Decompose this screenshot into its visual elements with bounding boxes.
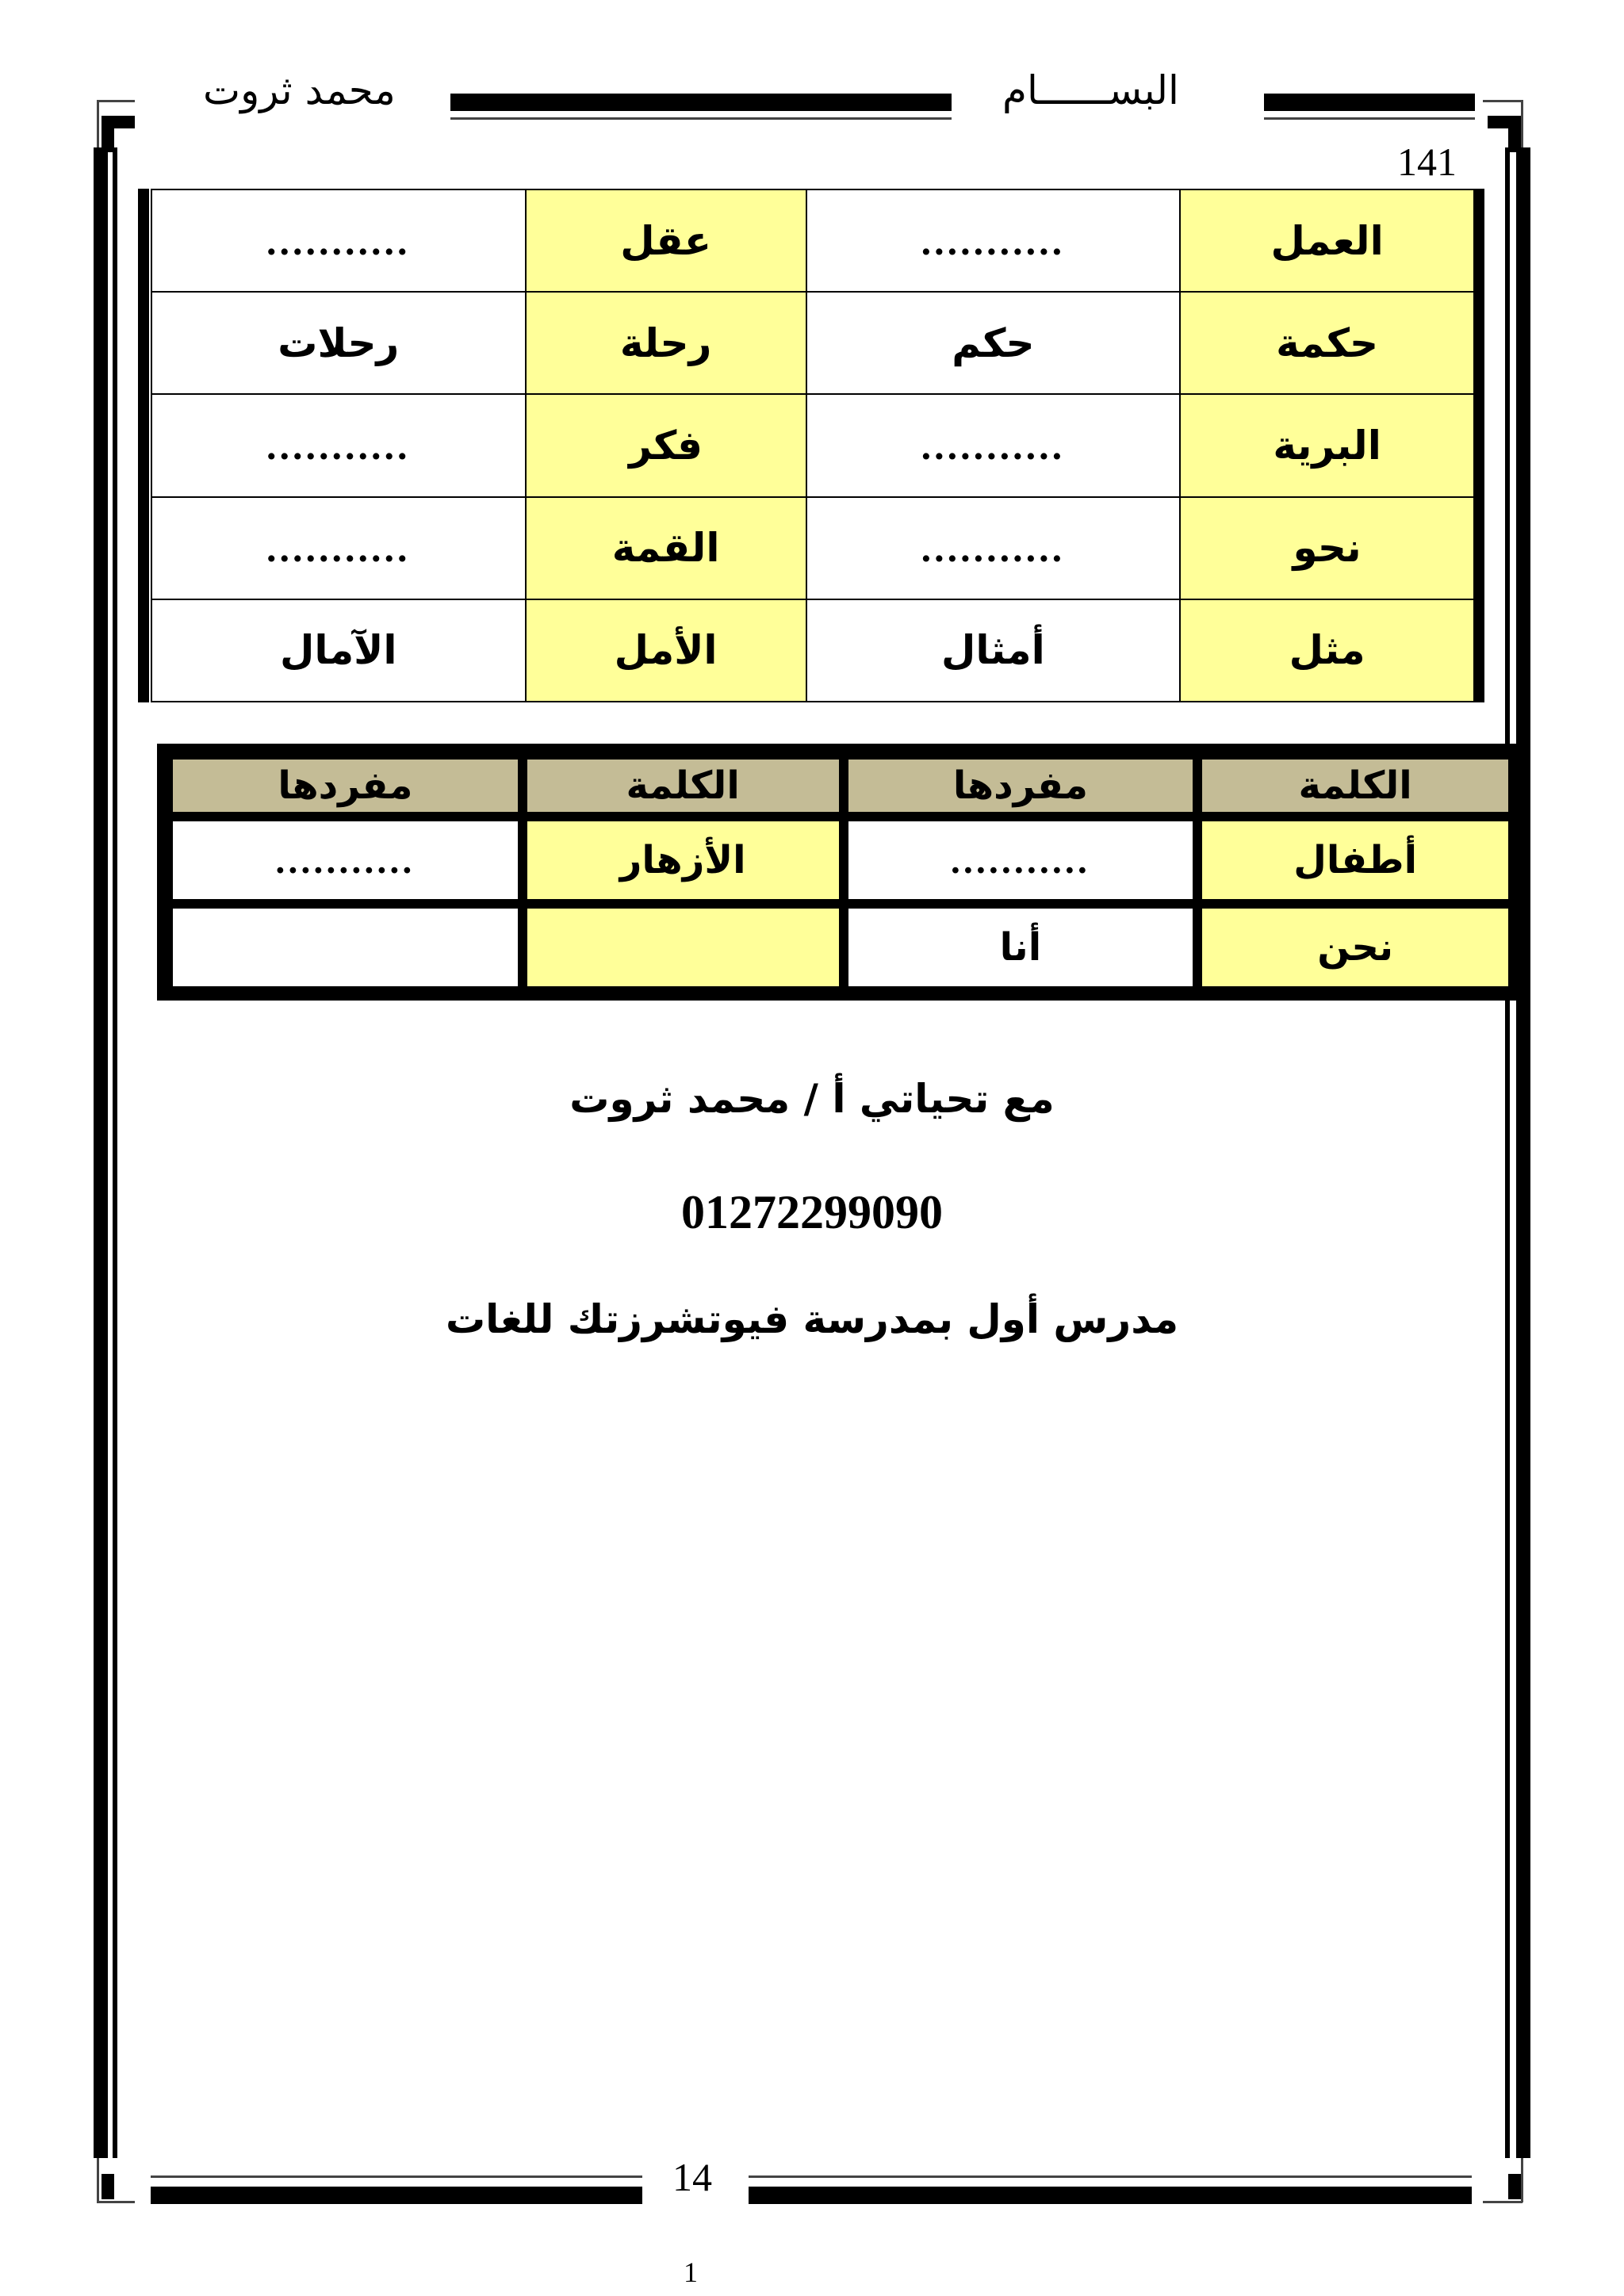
table-header-row — [171, 758, 1510, 813]
table-cell: مثل — [1180, 599, 1474, 702]
blank-answer-cell[interactable]: ........... — [151, 189, 526, 292]
singular-table-grid — [165, 752, 1516, 994]
blank-answer-cell[interactable]: ........... — [806, 394, 1181, 496]
corner-top-left-v — [102, 116, 114, 152]
blank-answer-cell[interactable]: ........... — [806, 497, 1181, 599]
header-rule-right — [1264, 117, 1475, 120]
corner-bottom-right — [1508, 2174, 1521, 2199]
column-header: مفردها — [847, 758, 1195, 813]
frame-thin-bottom-left — [97, 2201, 135, 2203]
frame-left-bar — [94, 147, 108, 2158]
header-bar-left — [450, 94, 952, 111]
table-cell: حكم — [806, 292, 1181, 394]
table-cell: أنا — [847, 907, 1195, 988]
table-cell: القمة — [526, 497, 806, 599]
table-row — [171, 820, 1510, 901]
table-cell: حكمة — [1180, 292, 1474, 394]
school-line: مدرس أول بمدرسة فيوتشرزتك للغات — [445, 1296, 1179, 1342]
header-author: محمد ثروت — [203, 67, 396, 113]
column-header: الكلمة — [526, 758, 841, 813]
frame-thin-top-left — [97, 100, 135, 102]
blank-answer-cell[interactable]: ........... — [806, 189, 1181, 292]
table-row — [151, 292, 1474, 394]
table-row — [151, 497, 1474, 599]
blank-answer-cell[interactable]: ........... — [847, 820, 1195, 901]
header-bar-right — [1264, 94, 1475, 111]
empty-cell[interactable] — [171, 907, 519, 988]
header-title: البســــــام — [1002, 67, 1179, 113]
column-header: الكلمة — [1201, 758, 1510, 813]
plural-table-left-border — [138, 189, 149, 702]
plural-table-right-border — [1473, 189, 1484, 702]
header-rule-left — [450, 117, 952, 120]
frame-right-inner — [1505, 147, 1510, 2158]
frame-thin-top-right — [1483, 100, 1522, 102]
blank-answer-cell[interactable]: ........... — [171, 820, 519, 901]
table-cell: نحن — [1201, 907, 1510, 988]
greeting-line: مع تحياتي أ / محمد ثروت — [569, 1076, 1055, 1122]
footer-rule-right — [749, 2175, 1472, 2178]
table-row — [151, 394, 1474, 496]
table-cell: أمثال — [806, 599, 1181, 702]
table-row — [151, 599, 1474, 702]
phone-number: 01272299090 — [681, 1186, 943, 1238]
corner-bottom-left — [102, 2174, 114, 2199]
header-page-number: 141 — [1397, 140, 1457, 184]
table-cell: البرية — [1180, 394, 1474, 496]
plural-table-grid — [151, 189, 1475, 702]
empty-cell[interactable] — [526, 907, 841, 988]
table-cell: عقل — [526, 189, 806, 292]
table-cell: رحلات — [151, 292, 526, 394]
table-cell: الأمل — [526, 599, 806, 702]
footer-page-number: 14 — [672, 2155, 712, 2199]
table-row — [171, 907, 1510, 988]
table-cell: أطفال — [1201, 820, 1510, 901]
table-cell: العمل — [1180, 189, 1474, 292]
table-cell: نحو — [1180, 497, 1474, 599]
blank-answer-cell[interactable]: ........... — [151, 394, 526, 496]
table-cell: فكر — [526, 394, 806, 496]
frame-left-inner — [113, 147, 117, 2158]
table-row — [151, 189, 1474, 292]
table-cell: الآمال — [151, 599, 526, 702]
footer-page-number-suffix: 1 — [684, 2256, 698, 2288]
frame-right-bar — [1516, 147, 1530, 2158]
footer-bar-left — [151, 2187, 642, 2204]
table-cell: الأزهار — [526, 820, 841, 901]
blank-answer-cell[interactable]: ........... — [151, 497, 526, 599]
footer-bar-right — [749, 2187, 1472, 2204]
table-cell: رحلة — [526, 292, 806, 394]
plural-table — [138, 189, 1484, 702]
singular-table — [157, 744, 1516, 1001]
frame-thin-bottom-right — [1483, 2201, 1522, 2203]
corner-top-right-v — [1508, 116, 1521, 152]
column-header: مفردها — [171, 758, 519, 813]
footer-rule-left — [151, 2175, 642, 2178]
